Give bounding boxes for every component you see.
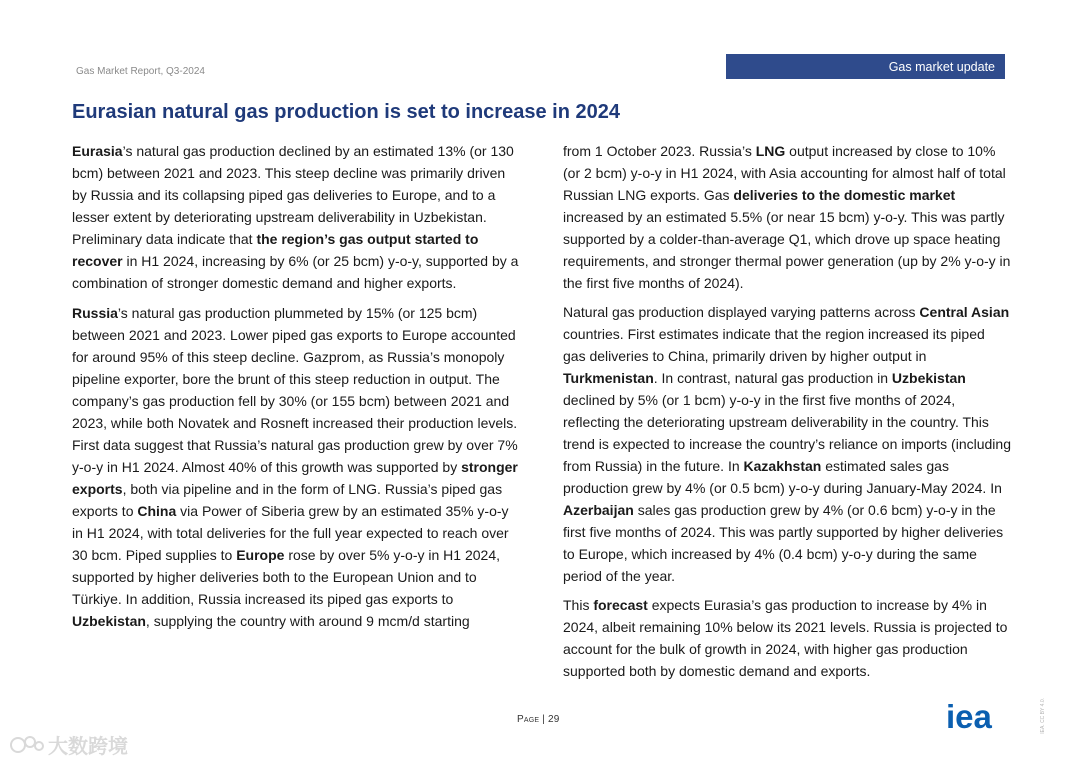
text-run: increased by an estimated 5.5% (or near 15 bcm) y-o-y. This was partly supported by a colder-than-average Q1, which drove up space heating requirements, and stronger thermal power generation (up by 2% y-o-y in the first five months of 2024).: [563, 209, 1011, 291]
logo-text: iea: [946, 702, 992, 732]
bold-text: Kazakhstan: [743, 458, 822, 474]
iea-logo-icon: [946, 702, 1008, 732]
page-number: [517, 714, 560, 725]
bold-text: Eurasia: [72, 143, 123, 159]
bold-text: deliveries to the domestic market: [733, 187, 956, 203]
paragraph: [72, 140, 520, 294]
text-run: Natural gas production displayed varying patterns across: [563, 304, 920, 320]
text-run: countries. First estimates indicate that the region increased its piped gas deliveries to China, primarily driven by higher output in: [563, 326, 985, 364]
text-run: This: [563, 597, 594, 613]
bold-text: stronger exports: [72, 459, 518, 497]
text-run: output increased by close to 10% (or 2 bcm) y-o-y in H1 2024, with Asia accounting for almost half of total Russian LNG exports. Gas: [563, 143, 1006, 203]
text-run: . In contrast, natural gas production in: [653, 370, 892, 386]
paragraph: [563, 301, 1011, 587]
right-column: [563, 140, 1011, 689]
text-run: ’s natural gas production declined by an estimated 13% (or 130 bcm) between 2021 and 2023. This steep decline was primarily driven by Russia and its collapsing piped gas deliveries to Europe, and to a lesser extent by deteriorating upstream deliverability in Uzbekistan. Preliminary data indicate that: [72, 143, 514, 247]
license-mark: IEA. CC BY 4.0.: [1040, 698, 1046, 734]
report-name: Gas Market Report, Q3-2024: [76, 66, 205, 77]
text-run: via Power of Siberia grew by an estimated 35% y-o-y in H1 2024, with total deliveries for the full year expected to reach over 30 bcm. Piped supplies to: [72, 503, 509, 563]
bold-text: LNG: [755, 143, 786, 159]
text-run: , supplying the country with around 9 mcm/d starting: [145, 613, 470, 629]
bold-text: Turkmenistan: [563, 370, 654, 386]
text-run: in H1 2024, increasing by 6% (or 25 bcm) y-o-y, supported by a combination of stronger domestic demand and higher exports.: [72, 253, 519, 291]
paragraph: [563, 594, 1011, 682]
iea-logo: [946, 702, 1008, 737]
bold-text: Europe: [236, 547, 285, 563]
watermark: [10, 730, 128, 759]
text-run: expects Eurasia’s gas production to increase by 4% in 2024, albeit remaining 10% below its 2021 levels. Russia is projected to account for the bulk of growth in 2024, with higher gas production supported both by domestic demand and exports.: [563, 597, 1008, 679]
section-tag: [726, 54, 1005, 79]
paragraph: [563, 140, 1011, 294]
watermark-text: 大数跨境: [48, 736, 128, 758]
text-run: ’s natural gas production plummeted by 15% (or 125 bcm) between 2021 and 2023. Lower piped gas exports to Europe accounted for around 95% of this steep decline. Gazprom, as Russia’s monopoly pipeline exporter, bore the brunt of this steep reduction in output. The company’s gas production fell by 30% (or 155 bcm) between 2021 and 2023, while both Novatek and Rosneft increased their production levels. First data suggest that Russia’s natural gas production grew by over 7% y-o-y in H1 2024. Almost 40% of this growth was supported by: [72, 305, 518, 475]
page-number-value: 29: [548, 714, 560, 725]
page-separator: |: [542, 714, 546, 725]
bold-text: Central Asian: [919, 304, 1010, 320]
section-tag-label: Gas market update: [888, 59, 995, 74]
bold-text: Uzbekistan: [72, 613, 146, 629]
text-run: estimated sales gas production grew by 4% (or 0.5 bcm) y-o-y during January-May 2024. In: [563, 458, 1002, 496]
bold-text: Russia: [72, 305, 118, 321]
page-title: Eurasian natural gas production is set to increase in 2024: [72, 101, 620, 123]
bold-text: Uzbekistan: [891, 370, 966, 386]
text-run: rose by over 5% y-o-y in H1 2024, supported by higher deliveries both to the European Union and to Türkiye. In addition, Russia increased its piped gas exports to: [72, 547, 500, 607]
bold-text: China: [137, 503, 177, 519]
bold-text: Azerbaijan: [563, 502, 634, 518]
text-run: , both via pipeline and in the form of LNG. Russia’s piped gas exports to: [72, 481, 503, 519]
paragraph: [72, 302, 520, 632]
bold-text: the region’s gas output started to recover: [72, 231, 479, 269]
text-run: declined by 5% (or 1 bcm) y-o-y in the first five months of 2024, reflecting the deteriorating upstream deliverability in the country. This trend is expected to increase the country’s reliance on imports (including from Russia) in the future. In: [563, 392, 1011, 474]
text-run: from 1 October 2023. Russia’s: [563, 143, 756, 159]
left-column: [72, 140, 520, 640]
watermark-logo-icon: [10, 733, 44, 757]
page-label: Page: [517, 714, 540, 725]
text-run: sales gas production grew by 4% (or 0.6 bcm) y-o-y in the first five months of 2024. This was partly supported by higher deliveries to Europe, which increased by 4% (0.4 bcm) y-o-y during the same period of the year.: [563, 502, 1004, 584]
bold-text: forecast: [593, 597, 648, 613]
